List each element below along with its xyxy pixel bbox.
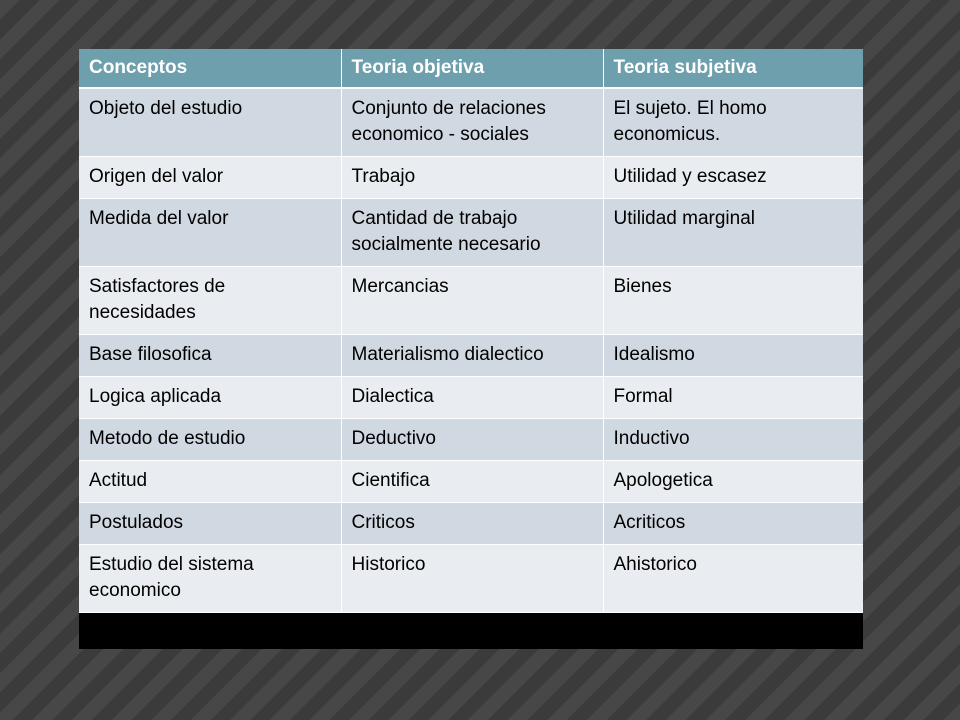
table-row bbox=[79, 335, 863, 377]
comparison-table bbox=[79, 49, 863, 613]
cell-concepto: Actitud bbox=[79, 461, 341, 503]
cell-subjetiva: Bienes bbox=[603, 267, 863, 335]
cell-objetiva: Historico bbox=[341, 545, 603, 613]
cell-concepto: Base filosofica bbox=[79, 335, 341, 377]
cell-concepto: Postulados bbox=[79, 503, 341, 545]
table-row bbox=[79, 199, 863, 267]
cell-subjetiva: Acriticos bbox=[603, 503, 863, 545]
cell-objetiva: Criticos bbox=[341, 503, 603, 545]
cell-objetiva: Deductivo bbox=[341, 419, 603, 461]
cell-concepto: Objeto del estudio bbox=[79, 88, 341, 157]
cell-objetiva: Cientifica bbox=[341, 461, 603, 503]
cell-subjetiva: Utilidad y escasez bbox=[603, 157, 863, 199]
cell-subjetiva: Utilidad marginal bbox=[603, 199, 863, 267]
cell-concepto: Origen del valor bbox=[79, 157, 341, 199]
table-row bbox=[79, 503, 863, 545]
cell-objetiva: Trabajo bbox=[341, 157, 603, 199]
cell-concepto: Logica aplicada bbox=[79, 377, 341, 419]
cell-objetiva: Dialectica bbox=[341, 377, 603, 419]
cell-objetiva: Materialismo dialectico bbox=[341, 335, 603, 377]
cell-subjetiva: Apologetica bbox=[603, 461, 863, 503]
cell-subjetiva: Ahistorico bbox=[603, 545, 863, 613]
header-teoria-objetiva: Teoria objetiva bbox=[341, 49, 603, 88]
cell-concepto: Estudio del sistema economico bbox=[79, 545, 341, 613]
header-conceptos: Conceptos bbox=[79, 49, 341, 88]
table-row bbox=[79, 419, 863, 461]
table-row bbox=[79, 157, 863, 199]
cell-concepto: Metodo de estudio bbox=[79, 419, 341, 461]
table-header-row bbox=[79, 49, 863, 88]
cell-concepto: Medida del valor bbox=[79, 199, 341, 267]
cell-subjetiva: Idealismo bbox=[603, 335, 863, 377]
table-row bbox=[79, 267, 863, 335]
cell-objetiva: Cantidad de trabajo socialmente necesario bbox=[341, 199, 603, 267]
cell-subjetiva: El sujeto. El homo economicus. bbox=[603, 88, 863, 157]
table-row bbox=[79, 461, 863, 503]
table-row bbox=[79, 377, 863, 419]
cell-objetiva: Conjunto de relaciones economico - sociales bbox=[341, 88, 603, 157]
cell-subjetiva: Inductivo bbox=[603, 419, 863, 461]
header-teoria-subjetiva: Teoria subjetiva bbox=[603, 49, 863, 88]
table-row bbox=[79, 545, 863, 613]
table-row bbox=[79, 88, 863, 157]
cell-objetiva: Mercancias bbox=[341, 267, 603, 335]
cell-subjetiva: Formal bbox=[603, 377, 863, 419]
cell-concepto: Satisfactores de necesidades bbox=[79, 267, 341, 335]
